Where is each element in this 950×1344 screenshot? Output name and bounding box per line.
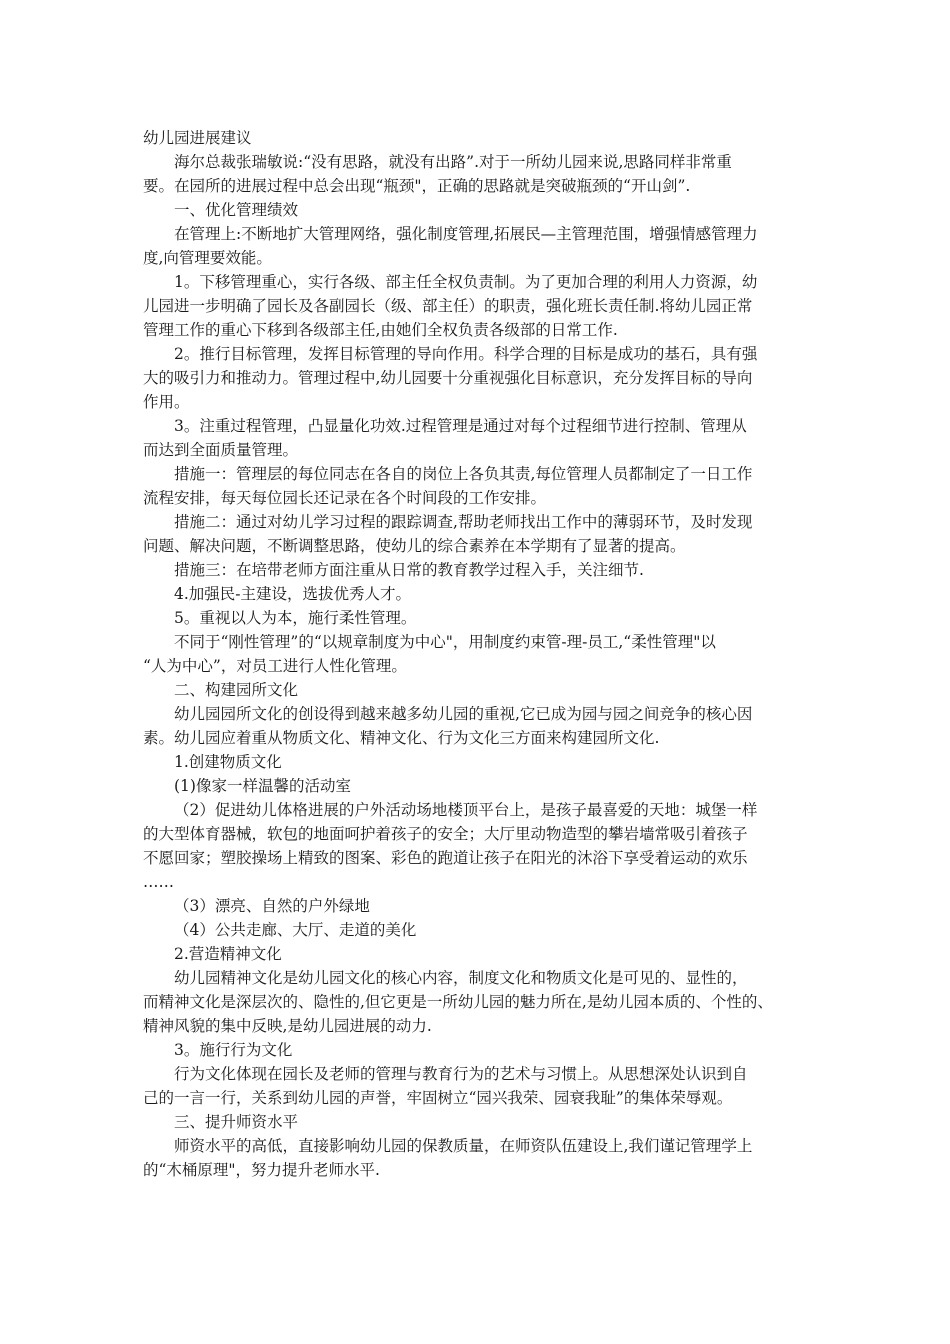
paragraph (143, 1134, 815, 1182)
document-page (143, 126, 815, 1182)
paragraph (143, 1110, 815, 1134)
paragraph-line: 师资水平的高低，直接影响幼儿园的保教质量，在师资队伍建设上,我们谨记管理学上 (174, 1137, 753, 1155)
paragraph-line: 1.创建物质文化 (174, 753, 282, 771)
paragraph-line: （4）公共走廊、大厅、走道的美化 (174, 921, 417, 939)
paragraph (143, 462, 815, 510)
paragraph-line: 素。幼儿园应着重从物质文化、精神文化、行为文化三方面来构建园所文化. (143, 729, 660, 747)
paragraph-line: 度,向管理要效能。 (143, 249, 272, 267)
paragraph-line: 4.加强民-主建设，选拔优秀人才。 (174, 585, 412, 603)
paragraph-line: 二、构建园所文化 (174, 681, 299, 699)
document-body (143, 150, 815, 1182)
document-title: 幼儿园进展建议 (143, 129, 252, 147)
paragraph (143, 222, 815, 270)
paragraph-line: 大的吸引力和推动力。管理过程中,幼儿园要十分重视强化目标意识，充分发挥目标的导向 (143, 369, 753, 387)
paragraph (143, 582, 815, 606)
paragraph (143, 894, 815, 918)
paragraph-line: 儿园进一步明确了园长及各副园长（级、部主任）的职责，强化班长责任制.将幼儿园正常 (143, 297, 753, 315)
paragraph-line: 作用。 (143, 393, 190, 411)
paragraph-line: (1)像家一样温馨的活动室 (174, 777, 351, 795)
paragraph-line: 行为文化体现在园长及老师的管理与教育行为的艺术与习惯上。从思想深处认识到自 (174, 1065, 748, 1083)
paragraph (143, 942, 815, 966)
paragraph-line: 幼儿园精神文化是幼儿园文化的核心内容，制度文化和物质文化是可见的、显性的， (174, 969, 748, 987)
paragraph (143, 678, 815, 702)
paragraph-line: 海尔总裁张瑞敏说:“没有思路，就没有出路”.对于一所幼儿园来说,思路同样非常重 (174, 153, 732, 171)
paragraph (143, 702, 815, 750)
paragraph (143, 966, 815, 1038)
paragraph (143, 750, 815, 774)
paragraph-line: 措施三：在培带老师方面注重从日常的教育教学过程入手，关注细节. (174, 561, 644, 579)
paragraph (143, 606, 815, 630)
paragraph (143, 414, 815, 462)
paragraph (143, 774, 815, 798)
paragraph-line: 3。施行行为文化 (174, 1041, 293, 1059)
paragraph-line: 在管理上:不断地扩大管理网络，强化制度管理,拓展民—主管理范围，增强情感管理力 (174, 225, 758, 243)
paragraph-line: 2。推行目标管理，发挥目标管理的导向作用。科学合理的目标是成功的基石，具有强 (174, 345, 758, 363)
paragraph-line: 问题、解决问题，不断调整思路，使幼儿的综合素养在本学期有了显著的提高。 (143, 537, 686, 555)
paragraph-line: 要。在园所的进展过程中总会出现“瓶颈"，正确的思路就是突破瓶颈的“开山剑”. (143, 177, 691, 195)
paragraph-line: 己的一言一行，关系到幼儿园的声誉，牢固树立“园兴我荣、园衰我耻”的集体荣辱观。 (143, 1089, 733, 1107)
paragraph-line: 一、优化管理绩效 (174, 201, 299, 219)
paragraph-line: 2.营造精神文化 (174, 945, 282, 963)
paragraph-line: …… (143, 873, 174, 891)
paragraph (143, 510, 815, 558)
paragraph (143, 558, 815, 582)
paragraph-line: 幼儿园园所文化的创设得到越来越多幼儿园的重视,它已成为园与园之间竞争的核心因 (174, 705, 753, 723)
paragraph-line: 1。下移管理重心，实行各级、部主任全权负责制。为了更加合理的利用人力资源，幼 (174, 273, 758, 291)
paragraph (143, 270, 815, 342)
paragraph-line: “人为中心”，对员工进行人性化管理。 (143, 657, 407, 675)
paragraph-line: 而精神文化是深层次的、隐性的,但它更是一所幼儿园的魅力所在,是幼儿园本质的、个性的、 (143, 993, 773, 1011)
paragraph-line: 精神风貌的集中反映,是幼儿园进展的动力. (143, 1017, 432, 1035)
paragraph (143, 342, 815, 414)
paragraph (143, 918, 815, 942)
paragraph-line: 3。注重过程管理，凸显量化功效.过程管理是通过对每个过程细节进行控制、管理从 (174, 417, 747, 435)
paragraph (143, 798, 815, 894)
paragraph-line: 的“木桶原理"，努力提升老师水平. (143, 1161, 380, 1179)
paragraph-line: 措施二：通过对幼儿学习过程的跟踪调查,帮助老师找出工作中的薄弱环节，及时发现 (174, 513, 753, 531)
paragraph (143, 630, 815, 678)
paragraph-line: 不同于“刚性管理”的“以规章制度为中心"，用制度约束管-理-员工,“柔性管理"以 (174, 633, 716, 651)
paragraph-line: 不愿回家；塑胶操场上精致的图案、彩色的跑道让孩子在阳光的沐浴下享受着运动的欢乐 (143, 849, 748, 867)
paragraph-line: 而达到全面质量管理。 (143, 441, 299, 459)
paragraph (143, 198, 815, 222)
paragraph-line: 三、提升师资水平 (174, 1113, 299, 1131)
paragraph-line: 流程安排，每天每位园长还记录在各个时间段的工作安排。 (143, 489, 547, 507)
paragraph-line: 管理工作的重心下移到各级部主任,由她们全权负责各级部的日常工作. (143, 321, 618, 339)
paragraph-line: 的大型体育器械，软包的地面呵护着孩子的安全；大厅里动物造型的攀岩墙常吸引着孩子 (143, 825, 748, 843)
paragraph-line: 5。重视以人为本，施行柔性管理。 (174, 609, 417, 627)
paragraph-line: （2）促进幼儿体格进展的户外活动场地楼顶平台上，是孩子最喜爱的天地：城堡一样 (174, 801, 758, 819)
paragraph (143, 1038, 815, 1062)
paragraph-line: （3）漂亮、自然的户外绿地 (174, 897, 370, 915)
paragraph (143, 150, 815, 198)
paragraph (143, 1062, 815, 1110)
paragraph-line: 措施一：管理层的每位同志在各自的岗位上各负其责,每位管理人员都制定了一日工作 (174, 465, 753, 483)
